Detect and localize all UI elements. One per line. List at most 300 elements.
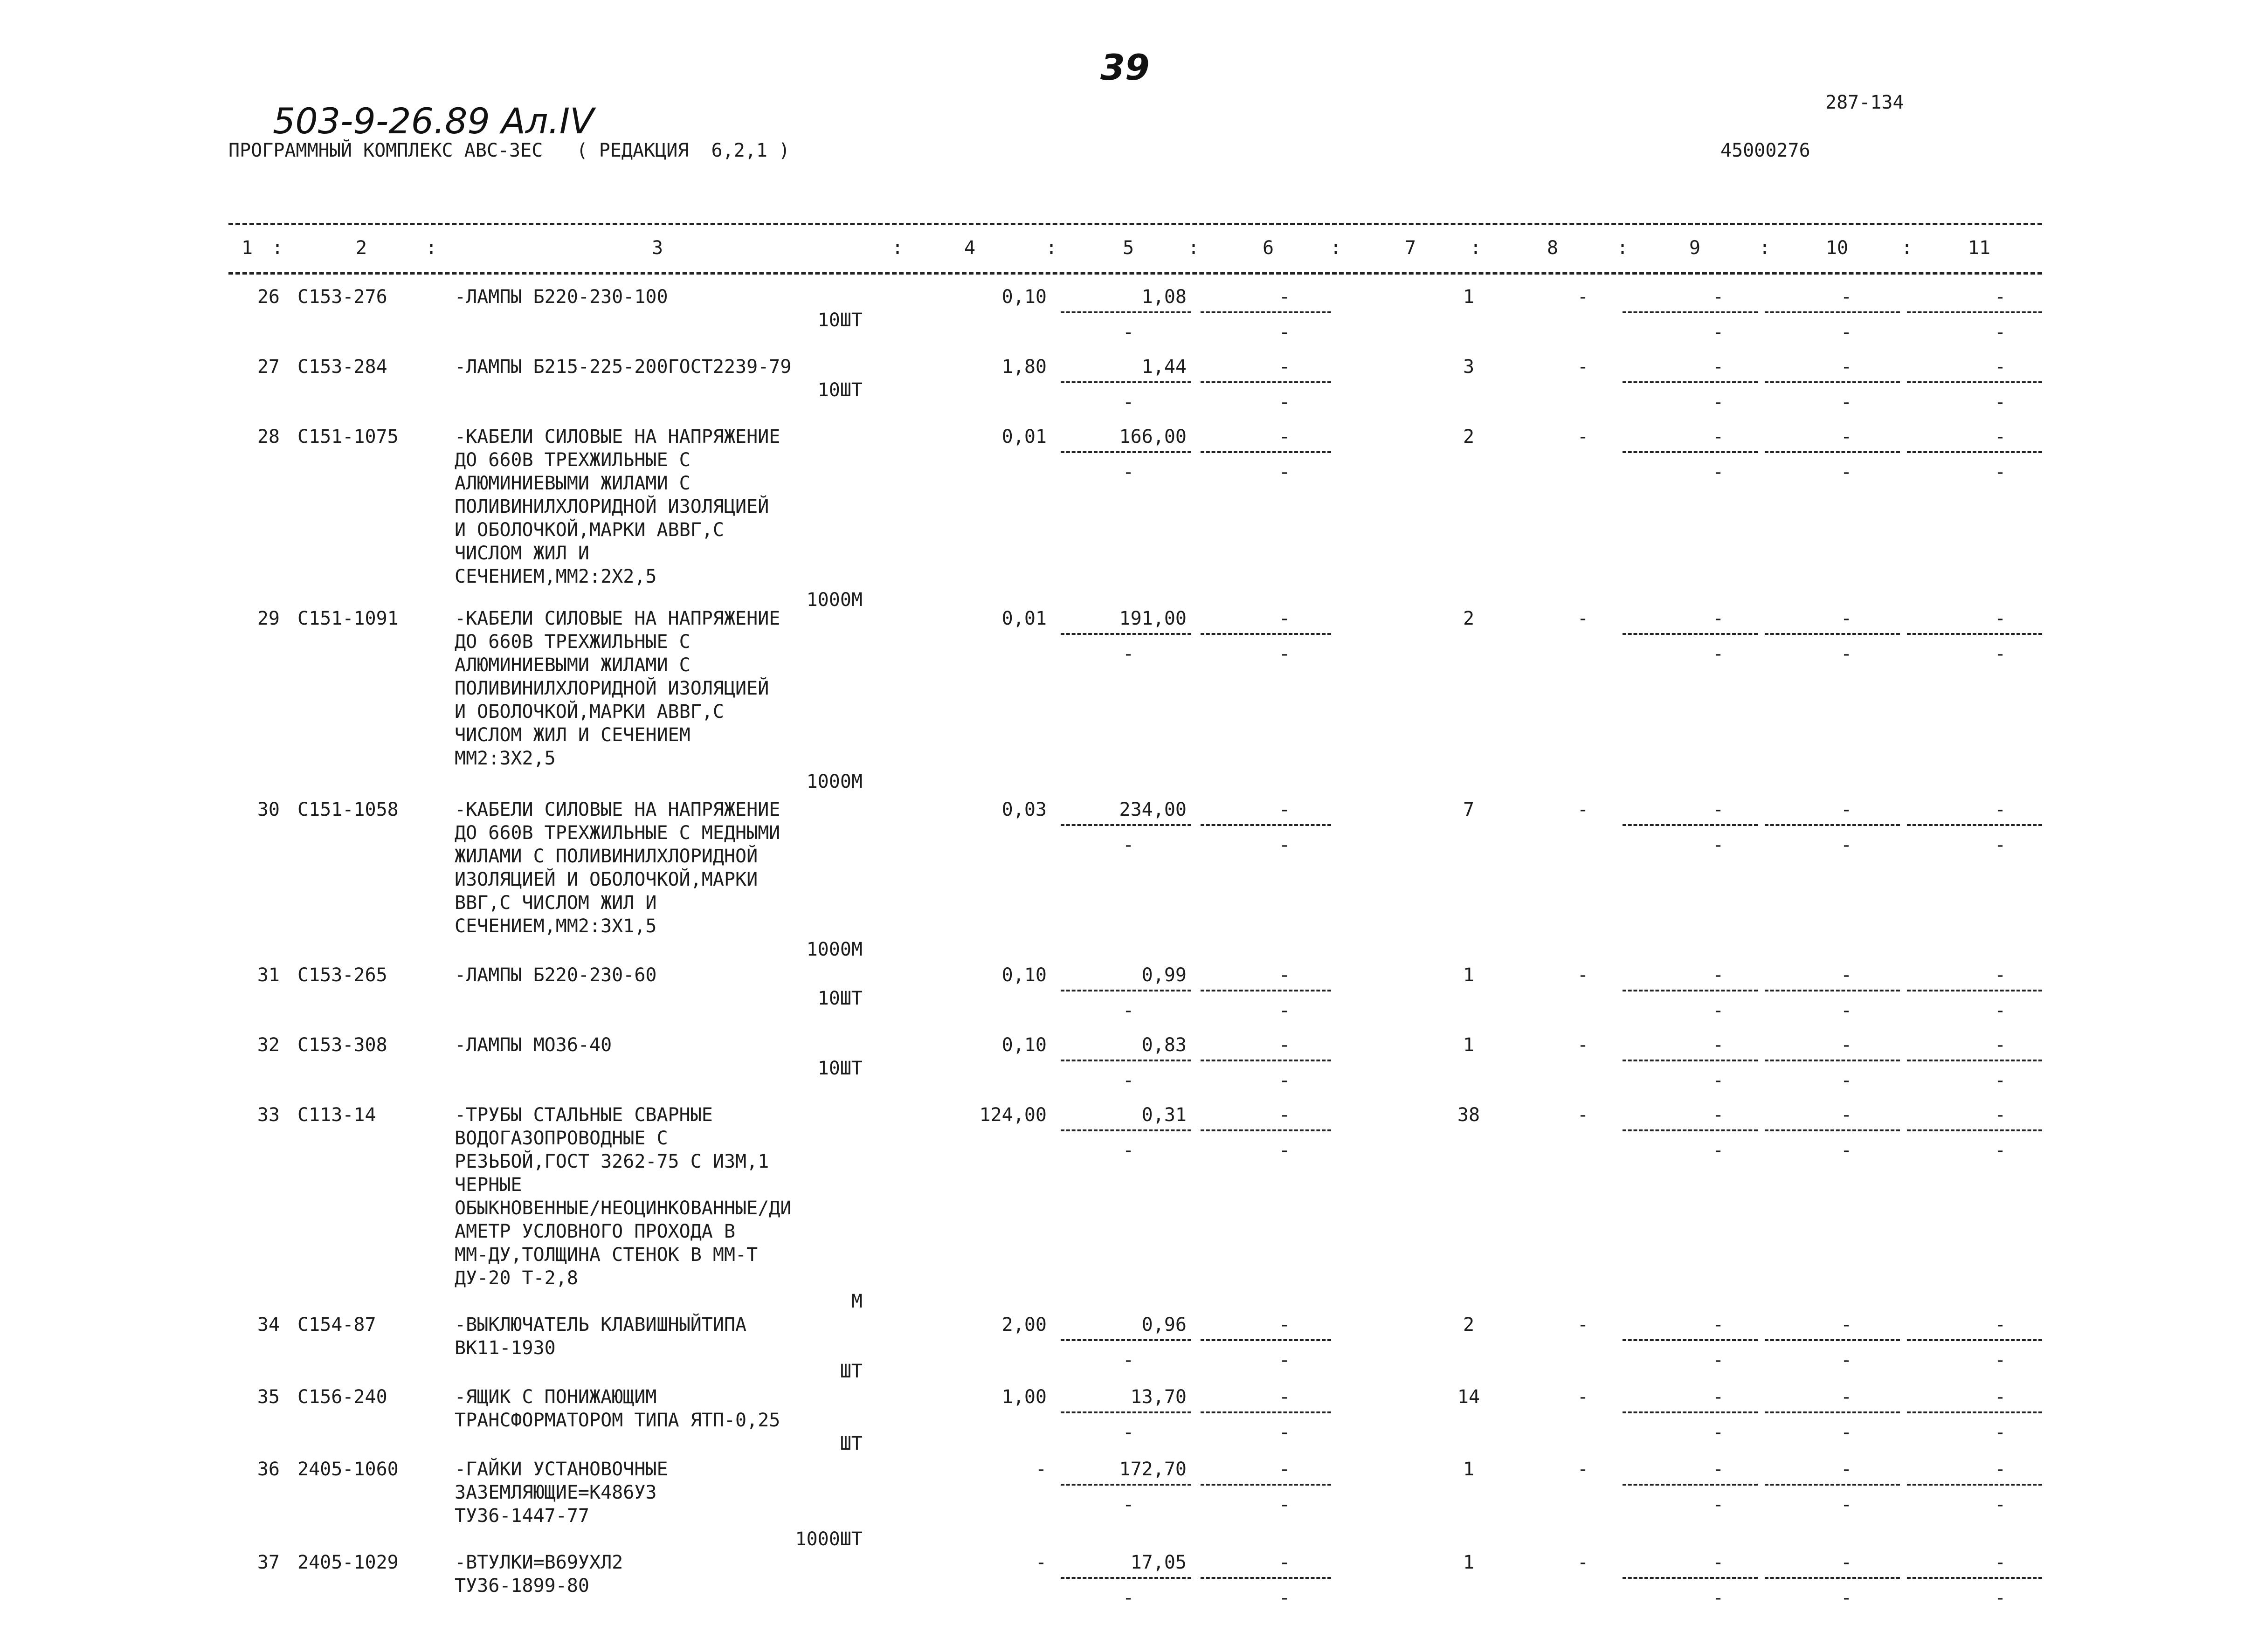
secondary-dash: - — [1840, 1494, 1852, 1515]
cell-c10: - — [1840, 286, 1852, 308]
cell-c10: - — [1840, 1552, 1852, 1573]
item-description-line: ВОДОГАЗОПРОВОДНЫЕ С — [455, 1128, 668, 1149]
item-description-line: АЛЮМИНИЕВЫМИ ЖИЛАМИ С — [455, 473, 691, 494]
item-description-line: -ЛАМПЫ Б215-225-200ГОСТ2239-79 — [455, 356, 792, 378]
cell-c8: - — [1577, 1386, 1589, 1408]
cell-underline — [1907, 1060, 2042, 1061]
cell-c7: 1 — [1463, 964, 1475, 986]
cell-c7: 2 — [1463, 608, 1475, 629]
cell-underline — [1765, 1577, 1900, 1579]
column-header-7: 7 — [1404, 237, 1416, 259]
cell-c8: - — [1577, 608, 1589, 629]
secondary-dash: - — [1122, 1000, 1134, 1021]
cell-c10: - — [1840, 964, 1852, 986]
cell-underline — [1765, 1129, 1900, 1131]
cell-c4: 0,01 — [1001, 426, 1047, 447]
cell-c7: 1 — [1463, 1459, 1475, 1480]
column-header-3: 3 — [651, 237, 663, 259]
cell-c11: - — [1994, 1459, 2006, 1480]
item-unit: 1000М — [806, 589, 863, 611]
table-header-rule — [228, 272, 2042, 275]
cell-underline — [1623, 824, 1758, 826]
cell-underline — [1907, 1484, 2042, 1486]
secondary-dash: - — [1122, 1140, 1134, 1161]
cell-c9: - — [1712, 286, 1724, 308]
cell-underline — [1201, 824, 1331, 826]
secondary-dash: - — [1278, 1587, 1291, 1609]
secondary-dash: - — [1840, 1070, 1852, 1091]
cell-c6: - — [1278, 608, 1291, 629]
cell-c10: - — [1840, 799, 1852, 820]
cell-c4: 1,80 — [1001, 356, 1047, 378]
item-description-line: АЛЮМИНИЕВЫМИ ЖИЛАМИ С — [455, 654, 691, 676]
item-code: С151-1091 — [297, 608, 399, 629]
cell-c6: - — [1278, 1314, 1291, 1335]
item-description-line: РЕЗЬБОЙ,ГОСТ 3262-75 С ИЗМ,1 — [455, 1151, 769, 1172]
secondary-dash: - — [1994, 1422, 2006, 1443]
item-unit: 10ШТ — [817, 1058, 863, 1079]
cell-c7: 38 — [1457, 1104, 1480, 1126]
row-number: 28 — [257, 426, 280, 447]
item-unit: ШТ — [840, 1433, 863, 1454]
item-description-line: ТУ36-1447-77 — [455, 1505, 589, 1527]
item-description-line: -ГАЙКИ УСТАНОВОЧНЫЕ — [455, 1459, 668, 1480]
item-description-line: ВВГ,С ЧИСЛОМ ЖИЛ И — [455, 892, 657, 914]
cell-c10: - — [1840, 1314, 1852, 1335]
cell-underline — [1907, 381, 2042, 383]
secondary-dash: - — [1840, 1000, 1852, 1021]
cell-c11: - — [1994, 286, 2006, 308]
cell-underline — [1201, 1129, 1331, 1131]
cell-c10: - — [1840, 1104, 1852, 1126]
item-code: С151-1058 — [297, 799, 399, 820]
cell-c9: - — [1712, 1552, 1724, 1573]
cell-underline — [1061, 1484, 1191, 1486]
secondary-dash: - — [1994, 834, 2006, 856]
cell-c5: 166,00 — [1119, 426, 1187, 447]
secondary-dash: - — [1840, 1422, 1852, 1443]
column-header-10: 10 — [1825, 237, 1849, 259]
item-code: 2405-1029 — [297, 1552, 399, 1573]
secondary-dash: - — [1994, 322, 2006, 343]
row-number: 36 — [257, 1459, 280, 1480]
secondary-dash: - — [1712, 643, 1724, 665]
secondary-dash: - — [1994, 1587, 2006, 1609]
cell-underline — [1061, 1577, 1191, 1579]
cell-c10: - — [1840, 426, 1852, 447]
item-unit: ШТ — [840, 1361, 863, 1382]
cell-c5: 0,99 — [1141, 964, 1187, 986]
item-code: С113-14 — [297, 1104, 376, 1126]
secondary-dash: - — [1712, 834, 1724, 856]
cell-c5: 0,31 — [1141, 1104, 1187, 1126]
cell-c4: 0,10 — [1001, 964, 1047, 986]
cell-underline — [1061, 633, 1191, 635]
cell-underline — [1623, 990, 1758, 991]
item-description-line: И ОБОЛОЧКОЙ,МАРКИ АВВГ,С — [455, 701, 724, 723]
item-description-line: ДО 660В ТРЕХЖИЛЬНЫЕ С — [455, 631, 691, 653]
item-description-line: -ТРУБЫ СТАЛЬНЫЕ СВАРНЫЕ — [455, 1104, 713, 1126]
secondary-dash: - — [1840, 392, 1852, 413]
cell-c9: - — [1712, 426, 1724, 447]
cell-c5: 234,00 — [1119, 799, 1187, 820]
row-number: 27 — [257, 356, 280, 378]
cell-underline — [1061, 1060, 1191, 1061]
item-description-line: ЧИСЛОМ ЖИЛ И СЕЧЕНИЕМ — [455, 724, 691, 746]
row-number: 32 — [257, 1034, 280, 1056]
item-code: С154-87 — [297, 1314, 376, 1335]
column-header-11: 11 — [1968, 237, 1991, 259]
secondary-dash: - — [1122, 392, 1134, 413]
cell-underline — [1623, 633, 1758, 635]
cell-underline — [1623, 1129, 1758, 1131]
secondary-dash: - — [1122, 1494, 1134, 1515]
cell-underline — [1061, 1411, 1191, 1413]
cell-underline — [1201, 451, 1331, 453]
cell-c4: 0,01 — [1001, 608, 1047, 629]
cell-underline — [1907, 311, 2042, 313]
secondary-dash: - — [1278, 1070, 1291, 1091]
cell-c10: - — [1840, 1386, 1852, 1408]
secondary-dash: - — [1994, 643, 2006, 665]
cell-c8: - — [1577, 286, 1589, 308]
item-description-line: ТУ36-1899-80 — [455, 1575, 589, 1597]
secondary-dash: - — [1278, 1494, 1291, 1515]
cell-c7: 1 — [1463, 1552, 1475, 1573]
column-header-5: 5 — [1122, 237, 1134, 259]
row-number: 30 — [257, 799, 280, 820]
secondary-dash: - — [1712, 1422, 1724, 1443]
secondary-dash: - — [1278, 322, 1291, 343]
item-description-line: СЕЧЕНИЕМ,ММ2:2Х2,5 — [455, 566, 657, 587]
cell-c11: - — [1994, 1034, 2006, 1056]
item-unit: 1000М — [806, 771, 863, 792]
secondary-dash: - — [1122, 1587, 1134, 1609]
cell-underline — [1061, 311, 1191, 313]
cell-underline — [1061, 381, 1191, 383]
item-description-line: ОБЫКНОВЕННЫЕ/НЕОЦИНКОВАННЫЕ/ДИ — [455, 1198, 792, 1219]
column-separator: : — [1046, 237, 1057, 259]
column-header-4: 4 — [964, 237, 976, 259]
cell-c8: - — [1577, 1034, 1589, 1056]
cell-underline — [1623, 1577, 1758, 1579]
item-description-line: ЧЕРНЫЕ — [455, 1174, 522, 1196]
cell-c7: 3 — [1463, 356, 1475, 378]
secondary-dash: - — [1278, 1422, 1291, 1443]
item-description-line: ВК11-1930 — [455, 1337, 556, 1359]
column-separator: : — [1330, 237, 1342, 259]
item-description-line: ММ2:3Х2,5 — [455, 748, 556, 769]
cell-c11: - — [1994, 1552, 2006, 1573]
secondary-dash: - — [1712, 1000, 1724, 1021]
cell-c9: - — [1712, 608, 1724, 629]
column-header-2: 2 — [355, 237, 367, 259]
secondary-dash: - — [1994, 392, 2006, 413]
cell-c7: 14 — [1457, 1386, 1480, 1408]
item-description-line: -ЛАМПЫ Б220-230-60 — [455, 964, 657, 986]
cell-c10: - — [1840, 608, 1852, 629]
item-description-line: ДУ-20 Т-2,8 — [455, 1267, 578, 1289]
item-description-line: АМЕТР УСЛОВНОГО ПРОХОДА В — [455, 1221, 736, 1242]
cell-c11: - — [1994, 426, 2006, 447]
item-description-line: ПОЛИВИНИЛХЛОРИДНОЙ ИЗОЛЯЦИЕЙ — [455, 496, 769, 517]
item-unit: 10ШТ — [817, 310, 863, 331]
secondary-dash: - — [1278, 643, 1291, 665]
cell-underline — [1061, 1129, 1191, 1131]
cell-c5: 13,70 — [1130, 1386, 1187, 1408]
cell-underline — [1201, 1060, 1331, 1061]
cell-c11: - — [1994, 1314, 2006, 1335]
column-separator: : — [1759, 237, 1771, 259]
cell-underline — [1765, 1411, 1900, 1413]
cell-c8: - — [1577, 799, 1589, 820]
secondary-dash: - — [1122, 643, 1134, 665]
cell-c5: 172,70 — [1119, 1459, 1187, 1480]
secondary-dash: - — [1994, 1349, 2006, 1371]
row-number: 29 — [257, 608, 280, 629]
cell-underline — [1201, 990, 1331, 991]
cell-c8: - — [1577, 1104, 1589, 1126]
cell-underline — [1765, 990, 1900, 991]
secondary-dash: - — [1712, 1349, 1724, 1371]
cell-underline — [1765, 824, 1900, 826]
cell-c6: - — [1278, 1034, 1291, 1056]
row-number: 33 — [257, 1104, 280, 1126]
cell-c8: - — [1577, 1552, 1589, 1573]
cell-c5: 1,44 — [1141, 356, 1187, 378]
item-code: С153-284 — [297, 356, 387, 378]
cell-underline — [1765, 1484, 1900, 1486]
secondary-dash: - — [1840, 322, 1852, 343]
item-unit: 1000ШТ — [795, 1528, 863, 1550]
cell-c6: - — [1278, 426, 1291, 447]
secondary-dash: - — [1840, 1587, 1852, 1609]
secondary-dash: - — [1278, 1140, 1291, 1161]
cell-c6: - — [1278, 1104, 1291, 1126]
cell-underline — [1623, 1339, 1758, 1341]
item-description-line: ЧИСЛОМ ЖИЛ И — [455, 543, 589, 564]
cell-c9: - — [1712, 964, 1724, 986]
cell-underline — [1061, 990, 1191, 991]
cell-c5: 0,83 — [1141, 1034, 1187, 1056]
item-description-line: -КАБЕЛИ СИЛОВЫЕ НА НАПРЯЖЕНИЕ — [455, 799, 780, 820]
item-description-line: -КАБЕЛИ СИЛОВЫЕ НА НАПРЯЖЕНИЕ — [455, 426, 780, 447]
item-description-line: ММ-ДУ,ТОЛЩИНА СТЕНОК В ММ-Т — [455, 1244, 758, 1266]
cell-underline — [1907, 633, 2042, 635]
cell-c9: - — [1712, 1459, 1724, 1480]
item-code: 2405-1060 — [297, 1459, 399, 1480]
secondary-dash: - — [1712, 1140, 1724, 1161]
item-description-line: И ОБОЛОЧКОЙ,МАРКИ АВВГ,С — [455, 519, 724, 541]
cell-c10: - — [1840, 1034, 1852, 1056]
cell-underline — [1765, 451, 1900, 453]
secondary-dash: - — [1122, 1349, 1134, 1371]
cell-c4: 0,03 — [1001, 799, 1047, 820]
cell-c5: 0,96 — [1141, 1314, 1187, 1335]
cell-c4: 2,00 — [1001, 1314, 1047, 1335]
cell-c5: 1,08 — [1141, 286, 1187, 308]
cell-underline — [1907, 1339, 2042, 1341]
cell-underline — [1623, 1060, 1758, 1061]
item-description-line: ПОЛИВИНИЛХЛОРИДНОЙ ИЗОЛЯЦИЕЙ — [455, 678, 769, 699]
secondary-dash: - — [1994, 1000, 2006, 1021]
secondary-dash: - — [1840, 461, 1852, 483]
item-unit: 1000М — [806, 939, 863, 960]
row-number: 37 — [257, 1552, 280, 1573]
cell-c7: 2 — [1463, 1314, 1475, 1335]
secondary-dash: - — [1840, 1349, 1852, 1371]
cell-c6: - — [1278, 1386, 1291, 1408]
column-header-1: 1 — [241, 237, 253, 259]
cell-c4: - — [1035, 1459, 1047, 1480]
cell-c4: - — [1035, 1552, 1047, 1573]
column-separator: : — [1470, 237, 1482, 259]
cell-c9: - — [1712, 1034, 1724, 1056]
item-description-line: -ЛАМПЫ Б220-230-100 — [455, 286, 668, 308]
cell-c5: 17,05 — [1130, 1552, 1187, 1573]
sheet-code: 287-134 — [1825, 92, 1904, 113]
cell-c4: 0,10 — [1001, 1034, 1047, 1056]
column-separator: : — [1901, 237, 1913, 259]
cell-c7: 2 — [1463, 426, 1475, 447]
cell-underline — [1201, 1577, 1331, 1579]
column-separator: : — [272, 237, 283, 259]
item-code: С153-265 — [297, 964, 387, 986]
cell-c11: - — [1994, 799, 2006, 820]
item-description-line: ДО 660В ТРЕХЖИЛЬНЫЕ С — [455, 449, 691, 471]
column-separator: : — [1617, 237, 1629, 259]
secondary-dash: - — [1712, 1494, 1724, 1515]
item-description-line: -ВТУЛКИ=В69УХЛ2 — [455, 1552, 623, 1573]
cell-c8: - — [1577, 356, 1589, 378]
cell-c6: - — [1278, 1459, 1291, 1480]
item-unit: М — [851, 1291, 863, 1312]
cell-underline — [1907, 990, 2042, 991]
cell-c4: 0,10 — [1001, 286, 1047, 308]
secondary-dash: - — [1278, 834, 1291, 856]
cell-c4: 124,00 — [979, 1104, 1047, 1126]
item-unit: 10ШТ — [817, 379, 863, 401]
cell-c8: - — [1577, 964, 1589, 986]
cell-c11: - — [1994, 964, 2006, 986]
secondary-dash: - — [1278, 1000, 1291, 1021]
cell-c6: - — [1278, 356, 1291, 378]
secondary-dash: - — [1994, 1494, 2006, 1515]
item-description-line: -ЯЩИК С ПОНИЖАЮЩИМ — [455, 1386, 657, 1408]
item-description-line: ИЗОЛЯЦИЕЙ И ОБОЛОЧКОЙ,МАРКИ — [455, 869, 758, 890]
cell-c7: 1 — [1463, 1034, 1475, 1056]
secondary-dash: - — [1840, 834, 1852, 856]
program-line: ПРОГРАММНЫЙ КОМПЛЕКС АВС-3ЕС ( РЕДАКЦИЯ 6,2,1 ) — [228, 140, 790, 161]
cell-underline — [1907, 824, 2042, 826]
cell-underline — [1765, 1060, 1900, 1061]
cell-c11: - — [1994, 1386, 2006, 1408]
cell-underline — [1061, 824, 1191, 826]
table-top-rule — [228, 223, 2042, 225]
cell-c9: - — [1712, 1314, 1724, 1335]
row-number: 26 — [257, 286, 280, 308]
item-code: С153-308 — [297, 1034, 387, 1056]
secondary-dash: - — [1712, 1070, 1724, 1091]
cell-underline — [1201, 311, 1331, 313]
cell-c10: - — [1840, 1459, 1852, 1480]
cell-underline — [1201, 1339, 1331, 1341]
cell-c4: 1,00 — [1001, 1386, 1047, 1408]
page-number: 39 — [1100, 47, 1150, 88]
cell-underline — [1765, 311, 1900, 313]
column-header-9: 9 — [1689, 237, 1701, 259]
cell-underline — [1907, 1129, 2042, 1131]
row-number: 34 — [257, 1314, 280, 1335]
cell-underline — [1907, 451, 2042, 453]
column-separator: : — [892, 237, 904, 259]
item-code: С151-1075 — [297, 426, 399, 447]
item-description-line: ДО 660В ТРЕХЖИЛЬНЫЕ С МЕДНЫМИ — [455, 822, 780, 844]
cell-c10: - — [1840, 356, 1852, 378]
cell-underline — [1907, 1577, 2042, 1579]
item-code: С156-240 — [297, 1386, 387, 1408]
column-header-8: 8 — [1547, 237, 1559, 259]
document-code: 503-9-26.89 Ал.IV — [273, 100, 594, 142]
cell-underline — [1201, 633, 1331, 635]
secondary-dash: - — [1278, 1349, 1291, 1371]
item-unit: 10ШТ — [817, 988, 863, 1009]
cell-c8: - — [1577, 426, 1589, 447]
column-header-6: 6 — [1262, 237, 1274, 259]
cell-underline — [1201, 1484, 1331, 1486]
cell-underline — [1765, 381, 1900, 383]
cell-underline — [1201, 1411, 1331, 1413]
cell-underline — [1623, 1411, 1758, 1413]
cell-c8: - — [1577, 1314, 1589, 1335]
cell-underline — [1623, 451, 1758, 453]
cell-underline — [1765, 633, 1900, 635]
item-description-line: ТРАНСФОРМАТОРОМ ТИПА ЯТП-0,25 — [455, 1410, 780, 1431]
row-number: 31 — [257, 964, 280, 986]
row-number: 35 — [257, 1386, 280, 1408]
column-separator: : — [426, 237, 437, 259]
secondary-dash: - — [1278, 392, 1291, 413]
cell-underline — [1623, 1484, 1758, 1486]
cell-underline — [1765, 1339, 1900, 1341]
secondary-dash: - — [1712, 461, 1724, 483]
secondary-dash: - — [1122, 1422, 1134, 1443]
secondary-dash: - — [1278, 461, 1291, 483]
item-description-line: -ВЫКЛЮЧАТЕЛЬ КЛАВИШНЫЙТИПА — [455, 1314, 747, 1335]
secondary-dash: - — [1712, 1587, 1724, 1609]
cell-c7: 7 — [1463, 799, 1475, 820]
cell-underline — [1061, 451, 1191, 453]
secondary-dash: - — [1122, 461, 1134, 483]
secondary-dash: - — [1122, 1070, 1134, 1091]
cell-c5: 191,00 — [1119, 608, 1187, 629]
cell-c6: - — [1278, 964, 1291, 986]
cell-underline — [1907, 1411, 2042, 1413]
cell-underline — [1623, 381, 1758, 383]
cell-c9: - — [1712, 356, 1724, 378]
cell-underline — [1061, 1339, 1191, 1341]
cell-c11: - — [1994, 1104, 2006, 1126]
cell-underline — [1201, 381, 1331, 383]
item-description-line: -ЛАМПЫ МО36-40 — [455, 1034, 612, 1056]
item-description-line: ЖИЛАМИ С ПОЛИВИНИЛХЛОРИДНОЙ — [455, 846, 758, 867]
secondary-dash: - — [1994, 1140, 2006, 1161]
cell-c9: - — [1712, 1386, 1724, 1408]
secondary-dash: - — [1840, 643, 1852, 665]
item-description-line: СЕЧЕНИЕМ,ММ2:3Х1,5 — [455, 915, 657, 937]
item-description-line: ЗАЗЕМЛЯЮЩИЕ=К486УЗ — [455, 1482, 657, 1503]
cell-c6: - — [1278, 286, 1291, 308]
